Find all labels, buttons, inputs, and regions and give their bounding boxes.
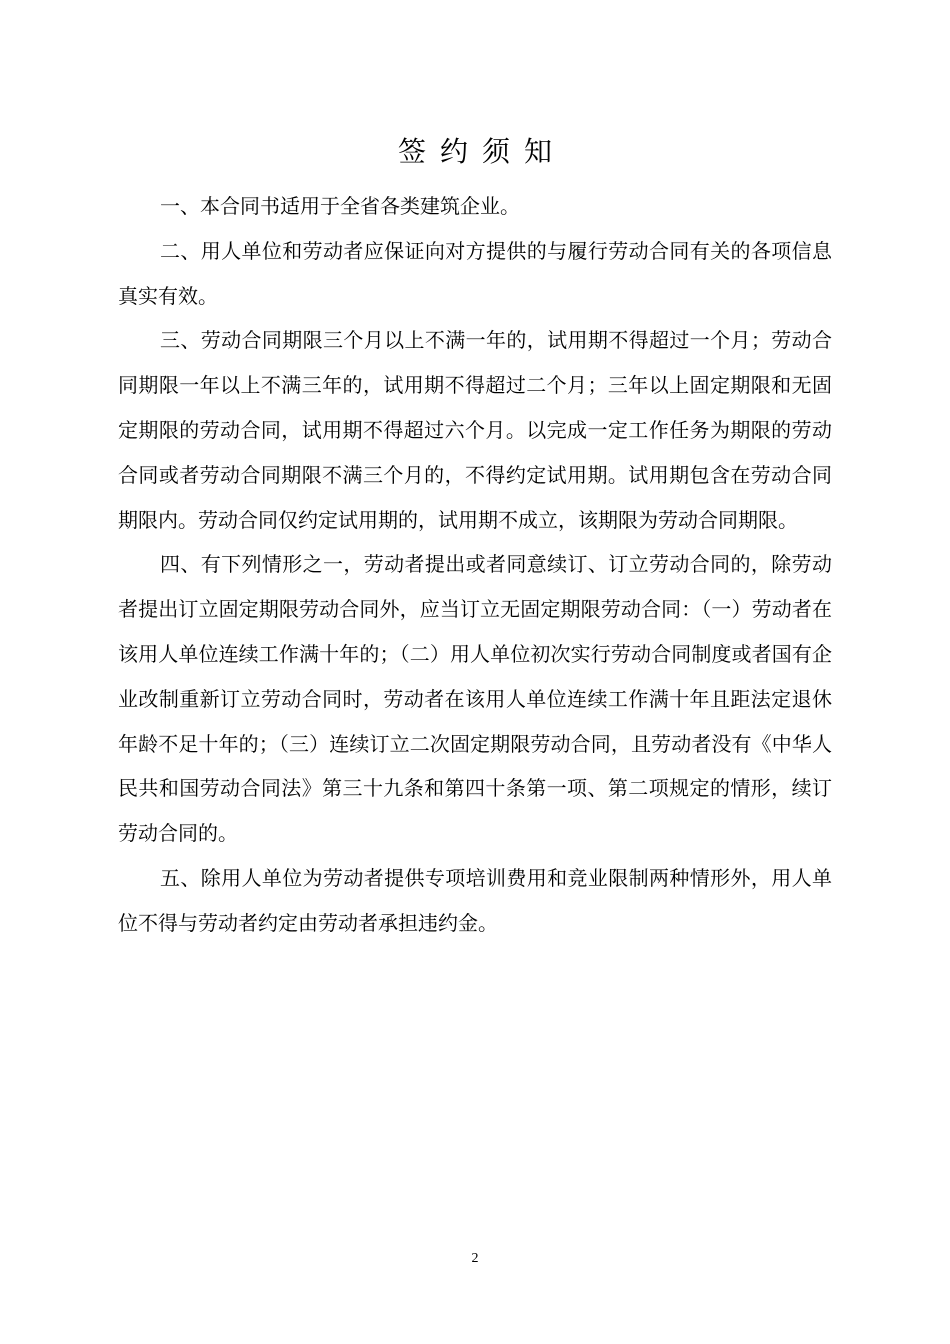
paragraph-4: 四、有下列情形之一，劳动者提出或者同意续订、订立劳动合同的，除劳动者提出订立固定期限劳动合同外，应当订立无固定期限劳动合同：（一）劳动者在该用人单位连续工作满十年的；（二）用人单位初次实行劳动合同制度或者国有企业改制重新订立劳动合同时，劳动者在该用人单位连续工作满十年且距法定退休年龄不足十年的；（三）连续订立二次固定期限劳动合同，且劳动者没有《中华人民共和国劳动合同法》第三十九条和第四十条第一项、第二项规定的情形，续订劳动合同的。 — [118, 552, 832, 846]
document-title: 签约须知 — [397, 135, 566, 168]
paragraph-1: 一、本合同书适用于全省各类建筑企业。 — [160, 194, 520, 218]
paragraph-2: 二、用人单位和劳动者应保证向对方提供的与履行劳动合同有关的各项信息真实有效。 — [118, 238, 832, 308]
page-number: 2 — [471, 1251, 479, 1266]
paragraph-5: 五、除用人单位为劳动者提供专项培训费用和竞业限制两种情形外，用人单位不得与劳动者约定由劳动者承担违约金。 — [118, 865, 832, 935]
document-body — [118, 184, 832, 946]
paragraph-3: 三、劳动合同期限三个月以上不满一年的，试用期不得超过一个月；劳动合同期限一年以上不满三年的，试用期不得超过二个月；三年以上固定期限和无固定期限的劳动合同，试用期不得超过六个月。以完成一定工作任务为期限的劳动合同或者劳动合同期限不满三个月的，不得约定试用期。试用期包含在劳动合同期限内。劳动合同仅约定试用期的，试用期不成立，该期限为劳动合同期限。 — [118, 328, 832, 532]
